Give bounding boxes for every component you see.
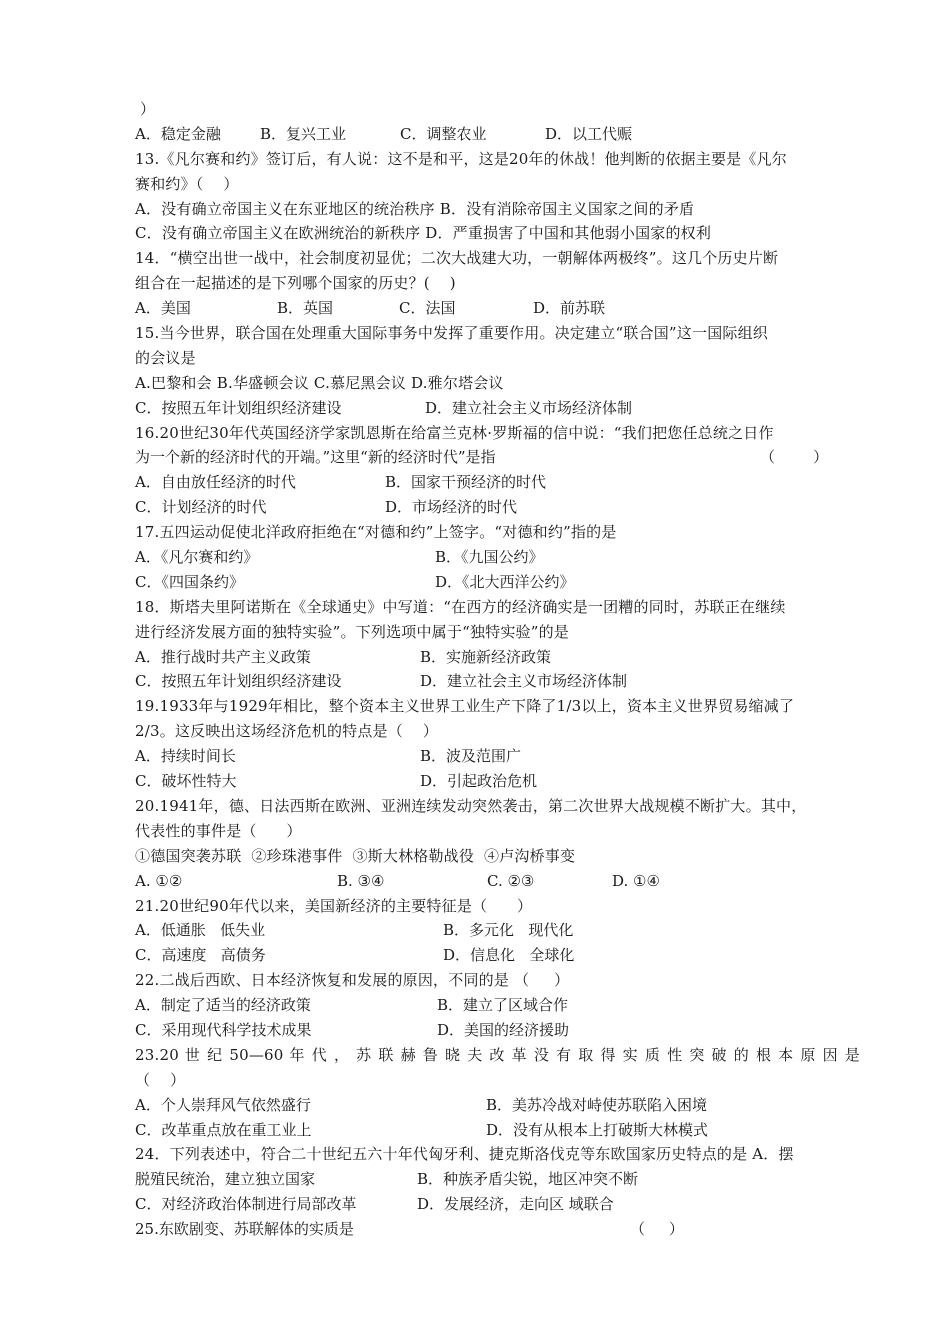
question-line: 赛和约》（ ） (135, 174, 239, 193)
option-text: D．以工代赈 (545, 124, 633, 143)
question-line: 的会议是 (135, 348, 196, 367)
question-line (135, 943, 860, 968)
question-line (135, 645, 860, 670)
option-text: D．市场经济的时代 (385, 498, 518, 517)
option-text: B．多元化 现代化 (443, 921, 574, 940)
question-line: 2/3。这反映出这场经济危机的特点是（ ） (135, 722, 439, 741)
option-text: 脱殖民统治，建立独立国家 (135, 1170, 316, 1189)
question-line: 14．“横空出世一战中，社会制度初显优；二次大战建大功，一朝解体两极终”。这几个历史片断 (135, 249, 779, 268)
option-text: A．推行战时共产主义政策 (135, 647, 311, 666)
option-text: C．计划经济的时代 (135, 498, 267, 517)
question-line (135, 570, 860, 595)
option-text: B．国家干预经济的时代 (385, 473, 547, 492)
question-line (135, 545, 860, 570)
question-line (135, 1093, 860, 1118)
option-text: A．稳定金融 (135, 124, 221, 143)
question-line: ） (135, 100, 156, 118)
question-line: A.巴黎和会 B.华盛顿会议 C.慕尼黑会议 D.雅尔塔会议 (135, 373, 504, 392)
option-text: B．实施新经济政策 (420, 647, 552, 666)
question-line (135, 769, 860, 794)
question-line (135, 1192, 860, 1217)
option-text: B．波及范围广 (420, 747, 522, 766)
question-line (135, 869, 860, 894)
option-text: D. ①④ (612, 871, 660, 890)
question-line: （ ） (135, 1070, 186, 1089)
question-line (135, 1217, 860, 1242)
option-text: A．低通胀 低失业 (135, 921, 266, 940)
option-text: C．法国 (399, 299, 456, 318)
option-text: D．没有从根本上打破斯大林模式 (486, 1120, 709, 1139)
option-text: C．破坏性特大 (135, 772, 237, 791)
option-text: D．发展经济，走向区 域联合 (417, 1195, 614, 1214)
option-text: C．采用现代科学技术成果 (135, 1020, 312, 1039)
option-text: C．按照五年计划组织经济建设 (135, 672, 342, 691)
question-line: 18．斯塔夫里阿诺斯在《全球通史》中写道：“在西方的经济确实是一团糟的同时，苏联正在继续 (135, 597, 786, 616)
option-text: A. ①② (135, 871, 183, 890)
option-text: D．《北大西洋公约》 (435, 572, 575, 591)
question-line (135, 122, 860, 147)
question-line (135, 495, 860, 520)
question-line: 19.1933年与1929年相比，整个资本主义世界工业生产下降了1/3以上，资本主义世界贸易缩减了 (135, 697, 795, 716)
exam-page (135, 97, 860, 1242)
question-line: 17.五四运动促使北洋政府拒绝在“对德和约”上签字。“对德和约”指的是 (135, 523, 617, 542)
question-line (135, 918, 860, 943)
option-text: D．建立社会主义市场经济体制 (425, 398, 633, 417)
option-text: B．复兴工业 (260, 124, 347, 143)
question-line: C．没有确立帝国主义在欧洲统治的新秩序 D．严重损害了中国和其他弱小国家的权利 (135, 224, 712, 243)
question-line (135, 669, 860, 694)
question-line: 16.20世纪30年代英国经济学家凯恩斯在给富兰克林·罗斯福的信中说：“我们把您任总统之日作 (135, 423, 774, 442)
option-text: C．《四国条约》 (135, 572, 244, 591)
question-line (135, 296, 860, 321)
question-line: 组合在一起描述的是下列哪个国家的历史？( ) (135, 274, 456, 293)
option-text: C．改革重点放在重工业上 (135, 1120, 312, 1139)
option-text: B．《九国公约》 (435, 548, 544, 567)
question-line (135, 470, 860, 495)
option-text: D．信息化 全球化 (443, 946, 575, 965)
option-text: B．种族矛盾尖锐，地区冲突不断 (417, 1170, 639, 1189)
question-line: 13.《凡尔赛和约》签订后，有人说：这不是和平，这是20年的休战！他判断的依据主要是《凡尔 (135, 149, 787, 168)
question-line: 代表性的事件是（ ） (135, 821, 302, 840)
option-text: C. ②③ (487, 871, 535, 890)
question-line (135, 993, 860, 1018)
question-line (135, 1118, 860, 1143)
question-line: 20.1941年，德、日法西斯在欧洲、亚洲连续发动突然袭击，第二次世界大战规模不断扩大。其中， (135, 796, 807, 815)
question-line: 进行经济发展方面的独特实验”。下列选项中属于“独特实验”的是 (135, 622, 570, 641)
question-line (135, 1018, 860, 1043)
question-line (135, 744, 860, 769)
option-text: C．按照五年计划组织经济建设 (135, 398, 342, 417)
option-text: B．英国 (277, 299, 334, 318)
option-text: 为一个新的经济时代的开端。”这里“新的经济时代”是指 (135, 448, 496, 467)
question-line: 23.20 世 纪 50—60 年 代 ， 苏 联 赫 鲁 晓 夫 改 革 没 有 取 得 实 质 性 突 破 的 根 本 原 因 是 (135, 1045, 860, 1064)
question-line (135, 1167, 860, 1192)
option-text: A．美国 (135, 299, 191, 318)
option-text: A．个人崇拜风气依然盛行 (135, 1095, 311, 1114)
option-text: B. ③④ (337, 871, 385, 890)
question-line: 22.二战后西欧、日本经济恢复和发展的原因，不同的是 （ ） (135, 971, 570, 990)
question-line: 24．下列表述中，符合二十世纪五六十年代匈牙利、捷克斯洛伐克等东欧国家历史特点的是 A．摆 (135, 1145, 794, 1164)
option-text: D．建立社会主义市场经济体制 (420, 672, 628, 691)
question-line: 21.20世纪90年代以来，美国新经济的主要特征是（ ） (135, 896, 533, 915)
option-text: B．美苏冷战对峙使苏联陷入困境 (486, 1095, 708, 1114)
option-text: 25.东欧剧变、苏联解体的实质是 (135, 1220, 354, 1239)
option-text: C．调整农业 (400, 124, 487, 143)
question-line: 15.当今世界，联合国在处理重大国际事务中发挥了重要作用。决定建立“联合国”这一国际组织 (135, 324, 768, 343)
option-text: A．制定了适当的经济政策 (135, 996, 311, 1015)
option-text: A．自由放任经济的时代 (135, 473, 296, 492)
question-line (135, 445, 860, 470)
option-text: D．前苏联 (533, 299, 606, 318)
option-text: （ ） (760, 448, 829, 467)
option-text: B．建立了区域合作 (437, 996, 569, 1015)
question-line (135, 396, 860, 421)
question-line: A．没有确立帝国主义在东亚地区的统治秩序 B．没有消除帝国主义国家之间的矛盾 (135, 199, 695, 218)
option-text: C．高速度 高债务 (135, 946, 266, 965)
option-text: A．持续时间长 (135, 747, 236, 766)
option-text: C．对经济政治体制进行局部改革 (135, 1195, 357, 1214)
option-text: （ ） (630, 1220, 684, 1239)
option-text: D．引起政治危机 (420, 772, 538, 791)
question-line: ①德国突袭苏联 ②珍珠港事件 ③斯大林格勒战役 ④卢沟桥事变 (135, 846, 576, 865)
option-text: A．《凡尔赛和约》 (135, 548, 259, 567)
option-text: D．美国的经济援助 (437, 1020, 570, 1039)
